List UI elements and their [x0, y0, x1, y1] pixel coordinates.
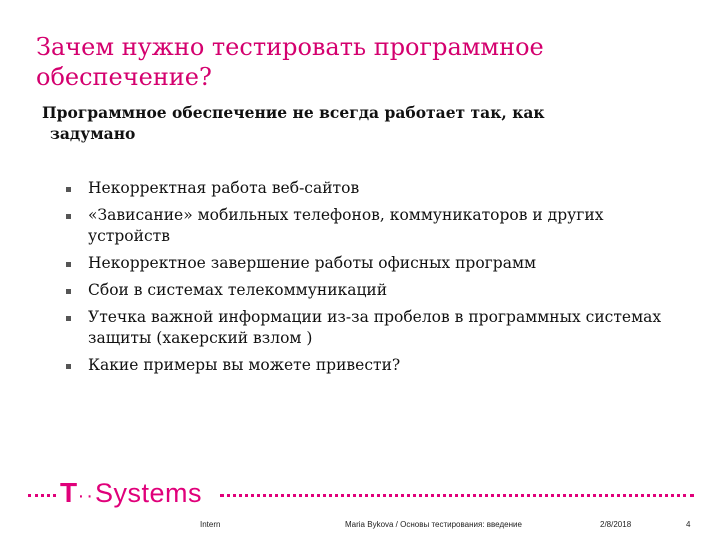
list-item: [66, 307, 666, 349]
list-item: [66, 280, 666, 301]
footer-classification: Intern: [200, 520, 221, 529]
logo-dot-separator: ··: [77, 485, 95, 507]
bullet-list: [66, 178, 666, 382]
footer-author-topic: Maria Bykova / Основы тестирования: введение: [345, 520, 522, 529]
bullet-square-icon: [66, 187, 71, 192]
footer-date: 2/8/2018: [600, 520, 632, 529]
intro-line-2: задумано: [50, 124, 136, 143]
bullet-square-icon: [66, 214, 71, 219]
slide-footer: [0, 520, 720, 534]
list-item: [66, 355, 666, 376]
list-item: [66, 178, 666, 199]
bullet-square-icon: [66, 289, 71, 294]
bullet-square-icon: [66, 316, 71, 321]
list-item: [66, 205, 666, 247]
logo-systems-word: Systems: [94, 478, 202, 508]
bullet-square-icon: [66, 364, 71, 369]
bullet-text: «Зависание» мобильных телефонов, коммуникаторов и других устройств: [88, 206, 604, 245]
footer-page-number: 4: [686, 520, 691, 529]
bullet-square-icon: [66, 262, 71, 267]
logo-t-letter: T: [60, 477, 78, 508]
logo-dots-right: [220, 494, 694, 497]
bullet-text: Сбои в системах телекоммуникаций: [88, 281, 388, 299]
t-systems-logo: [60, 475, 202, 511]
intro-text: [42, 102, 662, 144]
bullet-text: Некорректное завершение работы офисных программ: [88, 254, 537, 272]
slide-title: Зачем нужно тестировать программное обеспечение?: [36, 33, 544, 91]
bullet-text: Какие примеры вы можете привести?: [88, 356, 401, 374]
list-item: [66, 253, 666, 274]
logo-dots-left: [28, 494, 56, 497]
bullet-text: Утечка важной информации из-за пробелов в программных системах защиты (хакерский взлом ): [88, 308, 662, 347]
bullet-text: Некорректная работа веб-сайтов: [88, 179, 360, 197]
t-systems-logo-band: [28, 475, 698, 511]
intro-line-1: Программное обеспечение не всегда работает так, как: [42, 103, 545, 122]
